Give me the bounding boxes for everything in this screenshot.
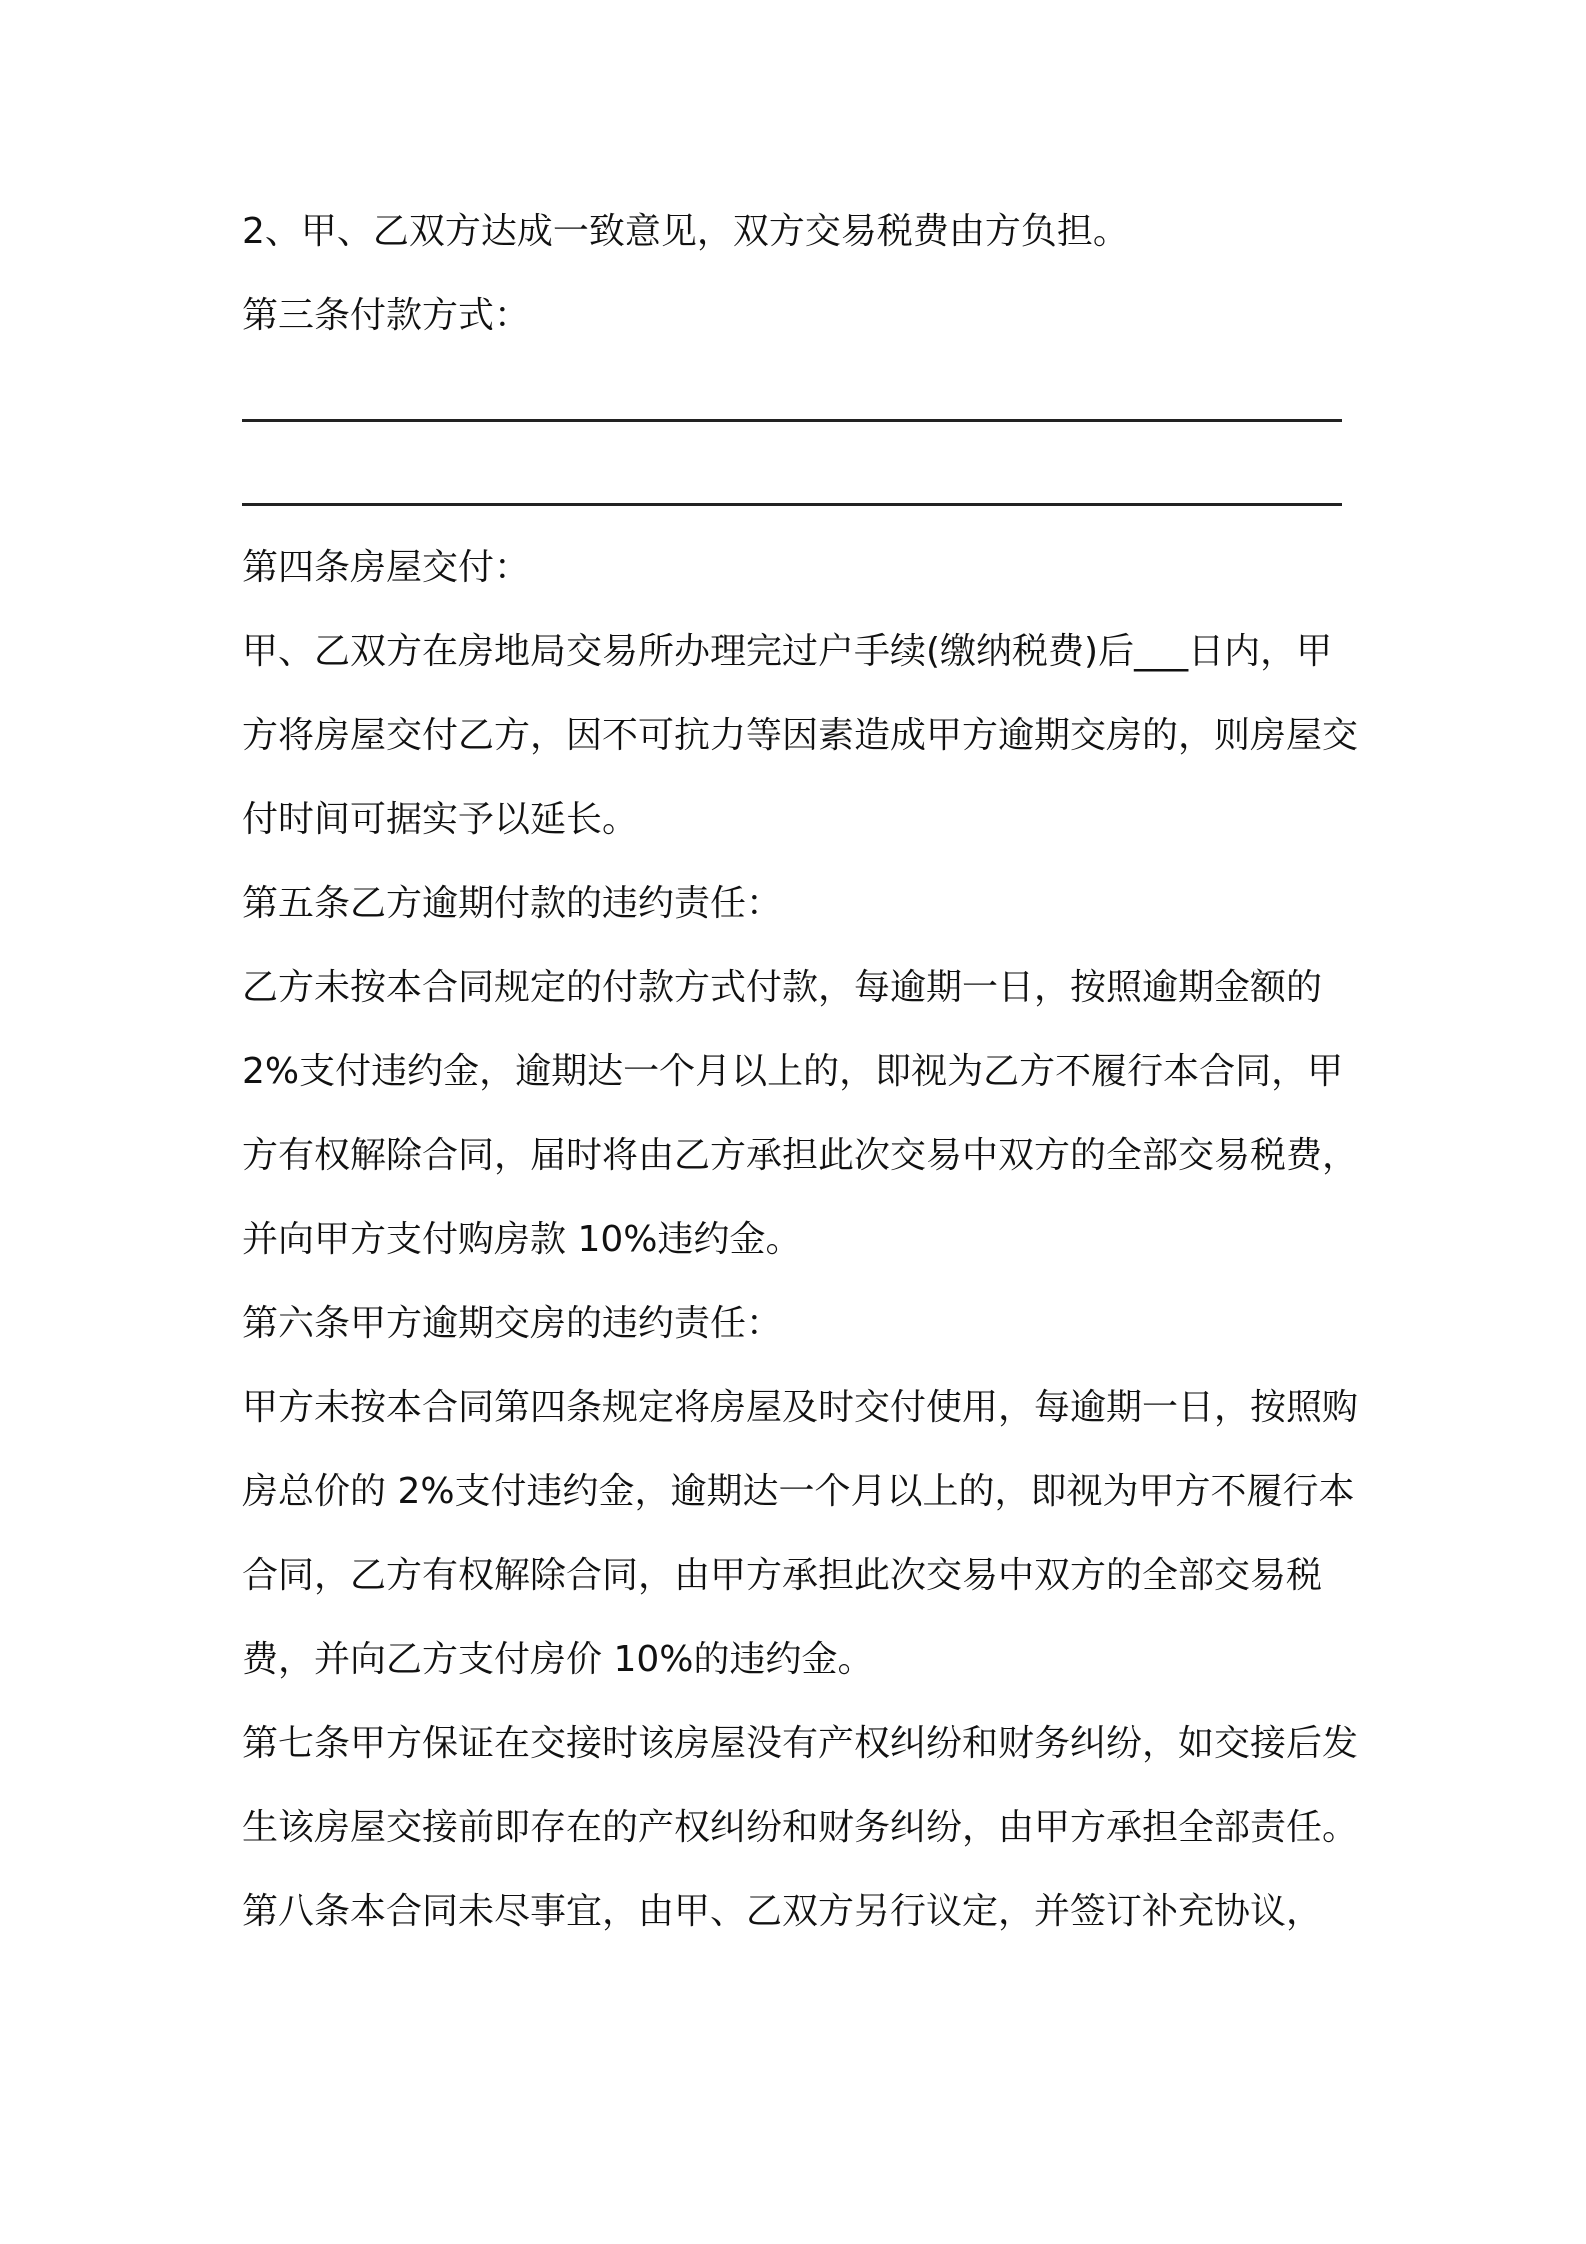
- document-body: [242, 190, 1362, 1954]
- fill-in-blank-line-1: [242, 358, 1362, 442]
- article-8-text: 第八条本合同未尽事宜，由甲、乙双方另行议定，并签订补充协议，: [242, 1891, 1323, 1932]
- heading-article-3-payment: 第三条付款方式：: [242, 295, 531, 336]
- heading-article-4-delivery: 第四条房屋交付：: [242, 547, 531, 588]
- article-4-text: 甲、乙双方在房地局交易所办理完过户手续(缴纳税费)后___日内，甲方将房屋交付乙方，因不可抗力等因素造成甲方逾期交房的，则房屋交付时间可据实予以延长。: [242, 631, 1359, 840]
- article-6-text: 甲方未按本合同第四条规定将房屋及时交付使用，每逾期一日，按照购房总价的 2%支付违约金，逾期达一个月以上的，即视为甲方不履行本合同，乙方有权解除合同，由甲方承担此次交易中双方的全部交易税费，并向乙方支付房价 10%的违约金。: [242, 1387, 1359, 1680]
- clause-2-tax-burden: 2、甲、乙双方达成一致意见，双方交易税费由方负担。: [242, 211, 1129, 252]
- heading-article-6-late-delivery: 第六条甲方逾期交房的违约责任：: [242, 1303, 783, 1344]
- article-5-text: 乙方未按本合同规定的付款方式付款，每逾期一日，按照逾期金额的2%支付违约金，逾期达一个月以上的，即视为乙方不履行本合同，甲方有权解除合同，届时将由乙方承担此次交易中双方的全部交易税费，并向甲方支付购房款 10%违约金。: [242, 967, 1359, 1260]
- article-7-text: 第七条甲方保证在交接时该房屋没有产权纠纷和财务纠纷，如交接后发生该房屋交接前即存在的产权纠纷和财务纠纷，由甲方承担全部责任。: [242, 1723, 1359, 1848]
- fill-in-blank-line-2: [242, 442, 1362, 526]
- heading-article-5-late-payment: 第五条乙方逾期付款的违约责任：: [242, 883, 783, 924]
